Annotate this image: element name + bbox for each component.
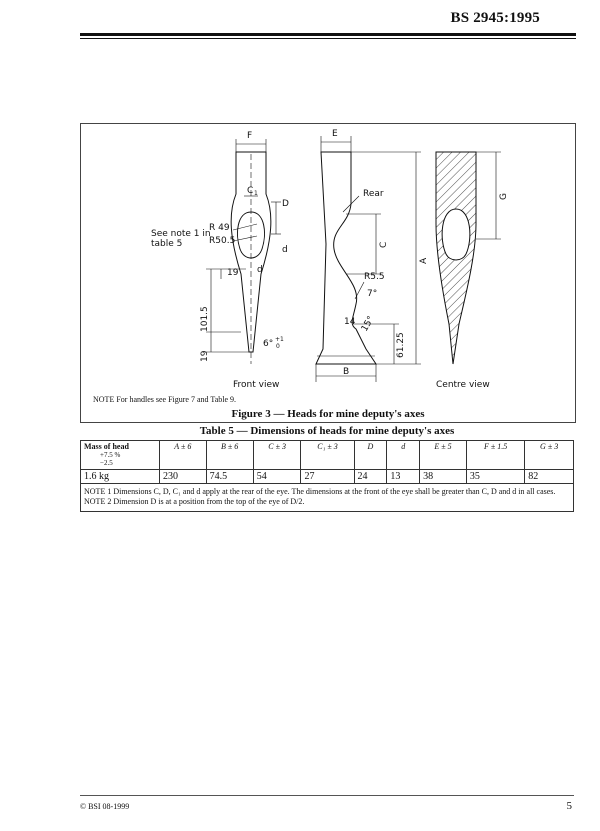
label-d: d bbox=[257, 265, 263, 275]
header-mass bbox=[81, 441, 160, 470]
label-C1-sub: 1 bbox=[254, 190, 258, 197]
axe-head-drawing bbox=[81, 124, 575, 394]
header-D: D bbox=[354, 441, 387, 470]
label-front-view: Front view bbox=[233, 380, 280, 390]
table-notes-row bbox=[81, 484, 574, 512]
cell-B: 74.5 bbox=[206, 470, 253, 484]
cell-C: 54 bbox=[253, 470, 301, 484]
page-number: 5 bbox=[566, 800, 572, 812]
figure-caption: Figure 3 — Heads for mine deputy's axes bbox=[231, 408, 425, 420]
cell-D: 24 bbox=[354, 470, 387, 484]
label-see-note-1: See note 1 in bbox=[151, 229, 211, 239]
centre-view-eye bbox=[442, 209, 470, 260]
header-rule-thin bbox=[80, 38, 576, 39]
label-d-half: d bbox=[282, 245, 288, 255]
label-61-25: 61.25 bbox=[396, 332, 406, 358]
cell-A: 230 bbox=[160, 470, 207, 484]
table-title: Table 5 — Dimensions of heads for mine deputy's axes bbox=[199, 425, 455, 437]
label-r505: R50.5 bbox=[209, 236, 236, 246]
header-E: E ± 5 bbox=[420, 441, 467, 470]
copyright: © BSI 08-1999 bbox=[80, 802, 130, 811]
cell-F: 35 bbox=[466, 470, 524, 484]
label-angle-15: 15° bbox=[359, 314, 377, 334]
label-r5-5: R5.5 bbox=[364, 272, 385, 282]
label-rear: Rear bbox=[363, 189, 384, 199]
standard-number: BS 2945:1995 bbox=[450, 10, 540, 26]
header-B: B ± 6 bbox=[206, 441, 253, 470]
cell-C1: 27 bbox=[301, 470, 354, 484]
label-F: F bbox=[247, 131, 253, 141]
cell-G: 82 bbox=[525, 470, 574, 484]
table-note-2: NOTE 2 Dimension D is at a position from the top of the eye of D/2. bbox=[84, 497, 305, 506]
tol-unit: % bbox=[114, 451, 121, 459]
tol-plus: +7.5 bbox=[100, 451, 113, 459]
label-angle-6-tol-lo: 0 bbox=[276, 343, 280, 350]
header-rule bbox=[80, 33, 576, 36]
header-mass-label: Mass of head bbox=[84, 442, 129, 451]
label-101-5: 101.5 bbox=[200, 306, 210, 332]
label-14: 14 bbox=[344, 317, 356, 327]
header-d: d bbox=[387, 441, 420, 470]
label-C1: C bbox=[247, 186, 254, 196]
label-see-note-2: table 5 bbox=[151, 239, 183, 249]
label-angle-6: 6° bbox=[263, 339, 274, 349]
figure-3 bbox=[80, 123, 576, 423]
header-A: A ± 6 bbox=[160, 441, 207, 470]
dimensions-table bbox=[80, 440, 574, 512]
header-C: C ± 3 bbox=[253, 441, 301, 470]
footer-rule bbox=[80, 795, 574, 796]
label-centre-view: Centre view bbox=[436, 380, 490, 390]
cell-mass: 1.6 kg bbox=[81, 470, 160, 484]
label-19-bottom: 19 bbox=[200, 350, 210, 362]
tol-minus: −2.5 bbox=[100, 459, 113, 467]
label-E: E bbox=[332, 129, 338, 139]
header-F: F ± 1.5 bbox=[466, 441, 524, 470]
label-19-top: 19 bbox=[227, 268, 239, 278]
label-r49: R 49 bbox=[209, 223, 230, 233]
label-angle-7: 7° bbox=[367, 289, 378, 299]
table-note-1: NOTE 1 Dimensions C, D, C₁ and d apply at the rear of the eye. The dimensions at the front of the eye shall be greater than C, D and d in all cases. bbox=[84, 487, 556, 496]
label-A: A bbox=[419, 257, 429, 264]
label-G: G bbox=[499, 193, 509, 200]
figure-note: NOTE For handles see Figure 7 and Table 9. bbox=[93, 395, 237, 404]
label-angle-6-tol-hi: +1 bbox=[275, 336, 284, 343]
header-C1: C₁ ± 3 bbox=[301, 441, 354, 470]
header-G: G ± 3 bbox=[525, 441, 574, 470]
label-C: C bbox=[379, 241, 389, 248]
table-notes bbox=[81, 484, 574, 512]
table-header-row bbox=[81, 441, 574, 470]
cell-d: 13 bbox=[387, 470, 420, 484]
label-B: B bbox=[343, 367, 350, 377]
header-mass-tol bbox=[84, 451, 156, 467]
label-D-half: D bbox=[282, 199, 289, 209]
table-row bbox=[81, 470, 574, 484]
cell-E: 38 bbox=[420, 470, 467, 484]
